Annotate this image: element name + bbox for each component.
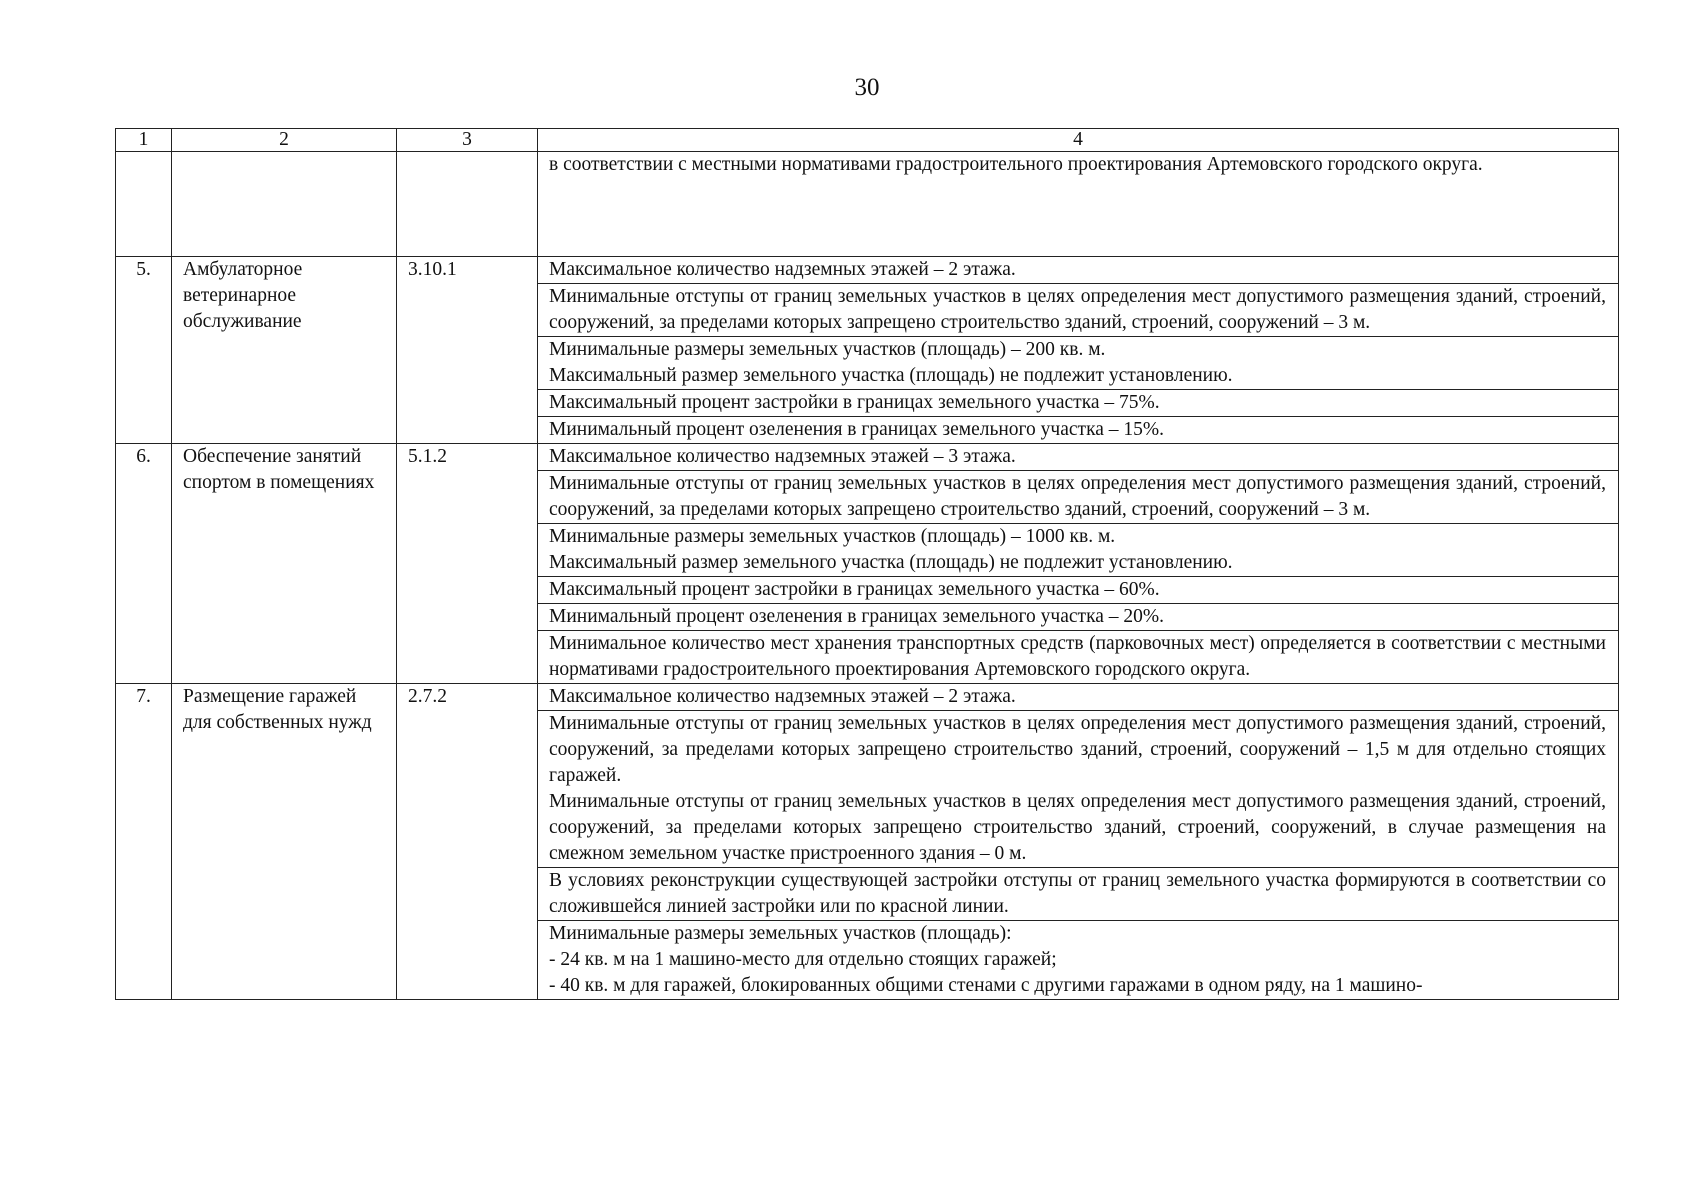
- header-cell-2: 2: [172, 129, 397, 152]
- parameter-text: Минимальные размеры земельных участков (площадь):: [549, 923, 1012, 944]
- row-number: 6.: [116, 444, 172, 684]
- table-row: [116, 684, 1619, 711]
- document-table: [115, 128, 1619, 1000]
- parameter-text: Минимальное количество мест хранения транспортных средств (парковочных мест) определяется в соответствии с местными нормативами градостроительного проектирования Артемовского городского округа.: [549, 633, 1606, 680]
- parameter-cell: [538, 524, 1619, 577]
- parameter-text: - 24 кв. м на 1 машино-место для отдельно стоящих гаражей;: [549, 949, 1057, 970]
- parameter-text: Минимальные отступы от границ земельных участков в целях определения мест допустимого размещения зданий, строений, сооружений, за пределами которых запрещено строительство зданий, строений, сооружений – 3 м.: [549, 473, 1606, 520]
- parameter-cell: [538, 284, 1619, 337]
- parameter-text: Минимальный процент озеленения в границах земельного участка – 15%.: [549, 419, 1165, 440]
- row-number: 7.: [116, 684, 172, 1000]
- parameter-text: Максимальное количество надземных этажей – 2 этажа.: [549, 686, 1016, 707]
- header-cell-3: 3: [397, 129, 538, 152]
- parameter-cell: [538, 711, 1619, 868]
- continuation-row: [116, 152, 1619, 257]
- continuation-text: в соответствии с местными нормативами градостроительного проектирования Артемовского городского округа.: [538, 152, 1619, 257]
- parameter-text: Минимальные размеры земельных участков (площадь) – 200 кв. м.: [549, 339, 1106, 360]
- parameter-cell: [538, 417, 1619, 444]
- parameter-text: Максимальный процент застройки в границах земельного участка – 75%.: [549, 392, 1160, 413]
- row-number: 5.: [116, 257, 172, 444]
- parameter-cell: [538, 390, 1619, 417]
- parameter-cell: [538, 577, 1619, 604]
- parameter-cell: [538, 337, 1619, 390]
- use-type-name: Обеспечение занятий спортом в помещениях: [172, 444, 397, 684]
- table-row: [116, 444, 1619, 471]
- parameter-cell: [538, 921, 1619, 1000]
- parameter-text: Максимальное количество надземных этажей – 3 этажа.: [549, 446, 1016, 467]
- parameter-text: Минимальные размеры земельных участков (площадь) – 1000 кв. м.: [549, 526, 1116, 547]
- parameter-cell: [538, 444, 1619, 471]
- parameter-text: Максимальный процент застройки в границах земельного участка – 60%.: [549, 579, 1160, 600]
- parameter-cell: [538, 471, 1619, 524]
- use-type-code: 2.7.2: [397, 684, 538, 1000]
- continuation-name-cell: [172, 152, 397, 257]
- use-type-code: 3.10.1: [397, 257, 538, 444]
- parameter-text: В условиях реконструкции существующей застройки отступы от границ земельного участка формируются в соответствии со сложившейся линией застройки или по красной линии.: [549, 870, 1606, 917]
- parameter-text: Максимальный размер земельного участка (площадь) не подлежит установлению.: [549, 365, 1233, 386]
- parameter-text: Максимальное количество надземных этажей – 2 этажа.: [549, 259, 1016, 280]
- parameter-text: Минимальный процент озеленения в границах земельного участка – 20%.: [549, 606, 1165, 627]
- use-type-name: Амбулаторное ветеринарное обслуживание: [172, 257, 397, 444]
- use-type-name: Размещение гаражей для собственных нужд: [172, 684, 397, 1000]
- table-row: [116, 257, 1619, 284]
- header-cell-1: 1: [116, 129, 172, 152]
- parameter-cell: [538, 684, 1619, 711]
- parameter-cell: [538, 868, 1619, 921]
- parameter-text: Минимальные отступы от границ земельных участков в целях определения мест допустимого размещения зданий, строений, сооружений, за пределами которых запрещено строительство зданий, строений, сооружений, в случае размещения на смежном земельном участке пристроенного здания – 0 м.: [549, 791, 1606, 864]
- parameter-text: Максимальный размер земельного участка (площадь) не подлежит установлению.: [549, 552, 1233, 573]
- parameter-cell: [538, 604, 1619, 631]
- parameter-cell: [538, 257, 1619, 284]
- parameter-text: Минимальные отступы от границ земельных участков в целях определения мест допустимого размещения зданий, строений, сооружений, за пределами которых запрещено строительство зданий, строений, сооружений – 3 м.: [549, 286, 1606, 333]
- header-row: [116, 129, 1619, 152]
- page-number: 30: [854, 74, 880, 101]
- parameter-text: Минимальные отступы от границ земельных участков в целях определения мест допустимого размещения зданий, строений, сооружений, за пределами которых запрещено строительство зданий, строений, сооружений – 1,5 м для отдельно стоящих гаражей.: [549, 713, 1606, 786]
- continuation-code-cell: [397, 152, 538, 257]
- use-type-code: 5.1.2: [397, 444, 538, 684]
- parameter-cell: [538, 631, 1619, 684]
- header-cell-4: 4: [538, 129, 1619, 152]
- parameter-text: - 40 кв. м для гаражей, блокированных общими стенами с другими гаражами в одном ряду, на 1 машино-: [549, 975, 1423, 996]
- continuation-num-cell: [116, 152, 172, 257]
